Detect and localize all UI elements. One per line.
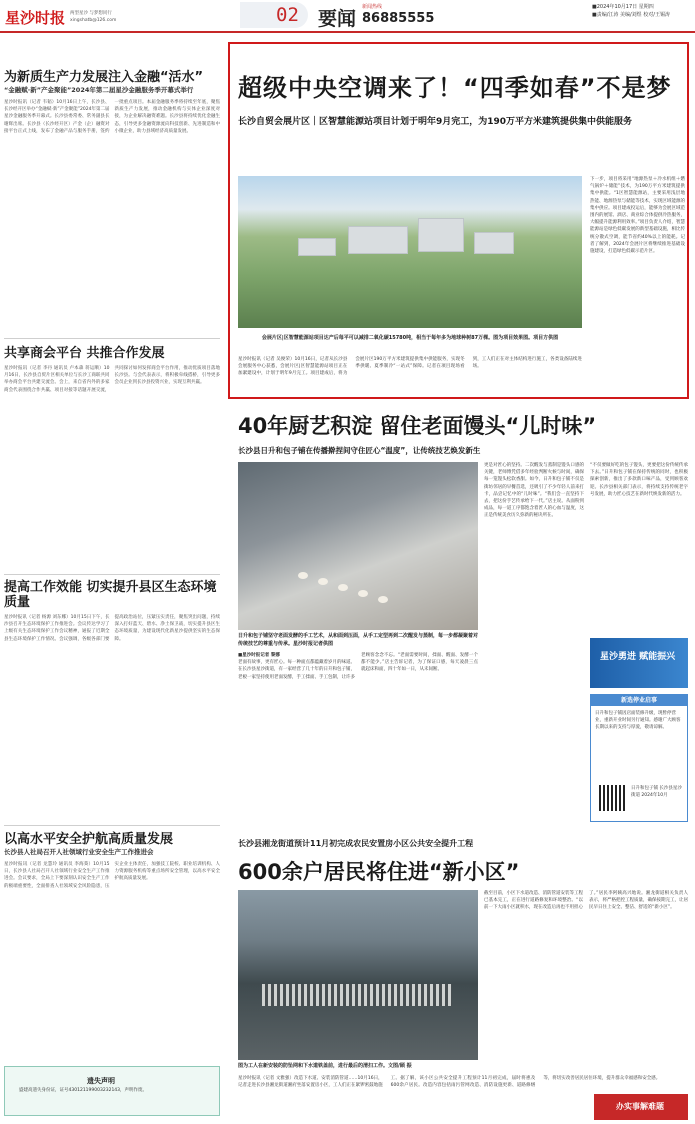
sidebar-story-safety: [4, 832, 220, 1061]
lead-headline: 超级中央空调来了！“四季如春”不是梦: [238, 74, 672, 102]
section-title: 要闻: [318, 8, 357, 30]
story-kicker: 长沙县湘龙街道预计11月初完成农民安置房小区公共安全提升工程: [238, 839, 474, 848]
divider: [4, 574, 220, 575]
masthead-rule: [0, 31, 695, 33]
story-title: 提高工作效能 切实提升县区生态环境质量: [4, 580, 217, 610]
divider: [4, 338, 220, 339]
building-shape: [418, 218, 464, 252]
notice-box-title: 新选停业启事: [591, 695, 687, 706]
story-body-continued: “不仅要做好吃的包子馒头，更要把这份传统传承下去。”日升和包子铺在保持传统的同时，也积极探索创新，推出了多款新口味产品，受到顾客欢迎。长沙县相关部门表示，将持续支持传统老字号发展，助力匠心技艺在新时代焕发新的活力。: [590, 463, 688, 497]
story-headline: 40年厨艺积淀 留住老面馒头“儿时味”: [238, 414, 597, 438]
story-byline: ■星沙时报记者 黎娜: [238, 653, 280, 658]
issue-date: ■2024年10月17日 星期四: [592, 4, 654, 10]
notice-title: 遗失声明: [87, 1077, 115, 1085]
story-body: 星沙时报讯（记者 文雅强）改造下水道、安装消防管道……10月16日，记者走进长沙县湘龙街道湘府坐落安置房小区，工人们正在紧锣密鼓地施工。据了解，该小区公共安全提升工程预计11月初完成，届时将惠及600余户居民。改造内容包括雨污管网改造、消防设施更新、道路修缮等，将切实改善居民居住环境，提升群众幸福感和安全感。: [238, 1076, 661, 1089]
bun-shape: [358, 590, 368, 597]
lost-notice: [4, 1066, 220, 1116]
column-badge: [594, 1094, 688, 1120]
story-body-continued: 更是对匠心的坚持。二次醒发与蒸制是馒头口感的关键，老师傅凭借多年经验判断火候与时间，确保每一笼馒头松软香甜。如今，日升和包子铺不仅是街坊邻居的早餐首选，还吸引了不少年轻人前来打卡，品尝记忆中的“儿时味”。“我们会一直坚持下去，把这份手艺传承给下一代。”店主说。从面粉到成品，每一道工序都饱含着匠人的心血与温度，这正是传统美食历久弥新的秘诀所在。: [484, 463, 584, 519]
hotline-label: 新闻热线: [362, 4, 383, 10]
story-body-text: 老面有故事，更有匠心。每一种面点都蕴藏着岁月的味道。在长沙县星沙街道，有一家经营了几十年的日升和包子铺，老板一家坚持使用老面发酵，手工揉面、手工包制，让许多老顾客念念不忘。“老面需要时间，揉面、醒面、发酵一个都不能少。”店主告诉记者，为了保证口感，每天凌晨三点就起床和面，四十年如一日，从未间断。: [238, 653, 478, 680]
masthead-slogan: 两型星沙 与梦想同行 xingshatb@126.com: [70, 11, 117, 23]
sidebar-story-finance: [4, 70, 220, 324]
page-number: 02: [276, 4, 299, 26]
drain-grate-shape: [262, 984, 452, 1006]
energy-station-rendering: [238, 176, 582, 328]
bun-shape: [338, 584, 348, 591]
notice-body: 盛建高遗失身份证，证号430121199003232143，声明作废。: [19, 1088, 148, 1093]
drain-construction-photo: [238, 890, 478, 1060]
bun-shape: [318, 578, 328, 585]
newspaper-logo: 星沙时报: [5, 9, 66, 27]
building-shape: [348, 226, 408, 254]
lead-subheadline: 长沙自贸会展片区｜区智慧能源站项目计划于明年9月完工，为190万平方米建筑提供集中供能服务: [238, 117, 633, 127]
story-headline: 600余户居民将住进“新小区”: [238, 860, 520, 884]
notice-box: [590, 694, 688, 822]
bakery-photo-caption: 日升和包子铺坚守老面发酵的手工艺术，从和面到压面，从手工定型再到二次醒发与蒸制，每一步都凝聚着对传统技艺的尊重与传承。星沙时报记者供图: [238, 633, 479, 647]
masthead: [0, 0, 695, 32]
bun-shape: [298, 572, 308, 579]
story-subheadline: 长沙县日升和包子铺在传播擀捏间守住匠心“温度”，让传统技艺焕发新生: [238, 446, 481, 455]
story-title: 共享商会平台 共推合作发展: [4, 346, 165, 361]
building-shape: [474, 232, 514, 254]
story-subtitle: “金融赋·新”产金聚能”2024年第二届星沙金融服务季开幕式举行: [4, 86, 194, 94]
story-body: 星沙时报讯（记者 韦韬）10月16日上午，长沙县、长沙经开区举办“金融赋·新”产金聚能”2024年第二届星沙金融服务季开幕式。长沙县委常委、常务副县长谢辉出席。长沙县（长沙经开区）产金（企）融资对接平台正式上线，发布了金融产品与服务手册，签约一批重点项目。本届金融服务季将持续至年底，聚焦新质生产力发展，推动金融机构与实体企业深度对接，为企业解决融资难题。长沙县将持续优化金融生态，引导更多金融资源流向科技创新、先进制造和中小微企业，助力县域经济高质量发展。: [4, 100, 220, 134]
editor-credits: ■责编/江涛 美编/刘煜 校对/王锡涛: [592, 12, 670, 18]
story-title: 为新质生产力发展注入金融“活水”: [4, 70, 204, 85]
story-title: 以高水平安全护航高质量发展: [4, 832, 174, 847]
story-body: 星沙时报讯（记者 杨源 刘东娜）10月15日下午，长沙县召开生态环境保护工作推进会。会议传达学习了上级有关生态环境保护工作会议精神，通报了近期全县生态环境保护工作情况。会议强调，各级各部门要提高政治站位，压紧压实责任，聚焦突出问题，持续深入打好蓝天、碧水、净土保卫战，切实提升县区生态环境质量，为建设现代化新星沙提供坚实的生态保障。: [4, 615, 220, 642]
story-body-continued: 截至目前，小区下水道改造、消防管道安装等工程已基本完工，正在进行道路修复和环境整治。“以前一下大雨小区就积水，现在改造后再也不用担心了。”居民李阿姨高兴地说。湘龙街道相关负责人表示，将严格把控工程质量，确保按期完工，让居民早日住上安全、整洁、舒适的“新小区”。: [484, 891, 688, 911]
lead-story: [228, 42, 689, 399]
divider: [4, 825, 220, 826]
lead-body: 星沙时报讯（记者 吴俊荣）10月16日，记者从长沙县会展服务中心获悉，会展片区|区智慧能源站项目正在加紧建设中，计划于明年9月完工。项目建成后，将为会展片区190万平方米建筑提供集中供能服务，实现冬季供暖、夏季制冷“一站式”保障。记者在项目现场看到，工人们正在对主体结构进行施工，各类设备陆续进场。: [238, 357, 582, 377]
bakery-photo: [238, 462, 478, 630]
bun-shape: [378, 596, 388, 603]
hotline-number: 86885555: [362, 11, 435, 26]
drain-photo-caption: 图为工人在新安装的防坠网和下水道铁盖前，进行最后的清扫工作。文图/顾 振: [238, 1063, 412, 1069]
story-body: [238, 652, 478, 820]
story-subtitle: 长沙县人社局召开人社领域行业安全生产工作推进会: [4, 848, 154, 856]
promo-banner-text: 星沙勇进 赋能振兴: [600, 652, 676, 662]
column-badge-text: 办实事解难题: [616, 1102, 664, 1111]
lead-body-continued: 下一步，项目将采用“地源热泵＋冷水机组＋燃气锅炉＋储能”技术，为190万平方米建筑提供集中供能。“1区智慧能源站，主要采用浅层地热能、地源热泵与储能等技术，实现区域能源的集中供应。项目建成投运后，能够为会展区域范围内的展馆、酒店、商业综合体提供冷热服务，大幅提升能源利用效率。”项目负责人介绍，智慧能源站是绿色低碳发展的新型基础设施，相比传统分散式空调，能节省约40%以上的能耗。记者了解到，2024年会展片区将继续推进基础设施建设，打造绿色低碳示范片区。: [590, 177, 685, 255]
notice-box-body: 日升和包子铺因店面装修升级，现暂停营业，重新开业时间另行通知。感谢广大顾客长期以来的支持与厚爱，敬请谅解。: [595, 711, 681, 731]
qr-code-icon: [599, 785, 625, 811]
story-body: 星沙时报讯（记者 李丹 通讯员 卢本森 蒋运顺）10月16日，长沙县自贸片区相关单位与长沙工商联共同举办商会平台共建交流会。会上，来自省内外的多家商会代表围绕合作共赢、项目对接等话题开展交流，共同探讨如何发挥商会平台作用，推动优质项目落地长沙县。与会代表表示，将积极牵线搭桥，引导更多会员企业到长沙县投资兴业，实现互利共赢。: [4, 366, 220, 393]
lead-photo-caption: 会展片区|区智慧能源站项目达产后每平可以减排二氧化碳15780吨，相当于每年多为地球种树87万棵。图为项目效果图。项目方供图: [261, 335, 559, 341]
promo-banner: [590, 638, 688, 688]
notice-box-contact: 日升和包子铺 长沙县星沙街道 2024年10月: [631, 786, 682, 798]
story-body: 星沙时报讯（记者 龙慧玲 通讯员 李海葵）10月15日，长沙县人社局召开人社领域行业安全生产工作推进会。会议要求，全局上下要深刻认识安全生产工作的极端重要性，全面排查人社领域安全风险隐患，压实企业主体责任，加强技工院校、职业培训机构、人力资源服务机构等重点场所安全管理，以高水平安全护航高质量发展。: [4, 862, 220, 889]
sidebar-story-chamber: [4, 346, 220, 575]
building-shape: [298, 238, 336, 256]
sidebar-story-ecology: [4, 580, 220, 829]
